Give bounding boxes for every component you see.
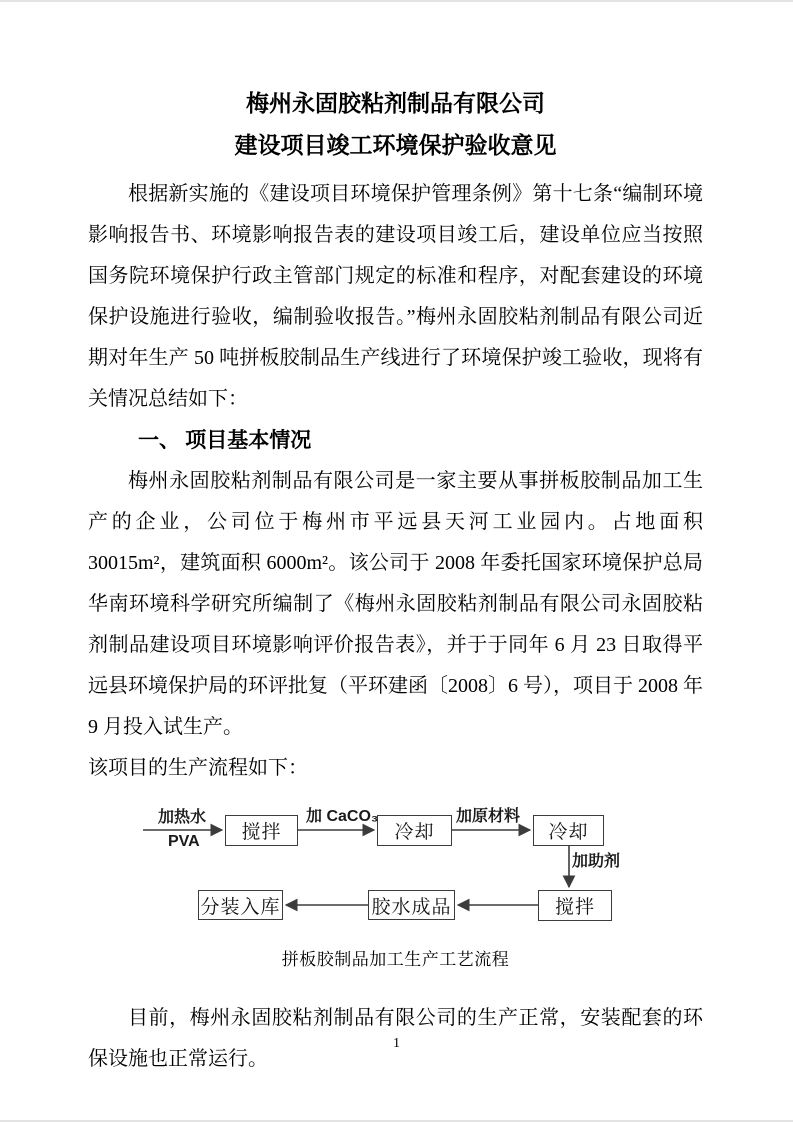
- flowchart-box-stir-2: 搅拌: [538, 890, 612, 921]
- document-title-company: 梅州永固胶粘剂制品有限公司: [246, 91, 545, 116]
- paragraph-intro: 根据新实施的《建设项目环境保护管理条例》第十七条“编制环境影响报告书、环境影响报告表的建设项目竣工后，建设单位应当按照国务院环境保护行政主管部门规定的标准和程序，对配套建设的环境保护设施进行验收，编制验收报告。”梅州永固胶粘剂制品有限公司近期对年生产 50 吨拼板胶制品生产线进行了环境保护竣工验收，现将有关情况总结如下：: [88, 183, 703, 410]
- paragraph-status: 目前，梅州永固胶粘剂制品有限公司的生产正常，安装配套的环保设施也正常运行。: [88, 1007, 703, 1070]
- flowchart-box-glue-finished-product: 胶水成品: [368, 890, 455, 920]
- paragraph-basic-info: 梅州永固胶粘剂制品有限公司是一家主要从事拼板胶制品加工生产的企业，公司位于梅州市平远县天河工业园内。占地面积 30015m²，建筑面积 6000m²。该公司于 2008 年委托国家环境保护总局华南环境科学研究所编制了《梅州永固胶粘剂制品有限公司永固胶粘剂制品建设项目环境影响评价报告表》，并于于同年 6 月 23 日取得平远县环境保护局的环评批复（平环建函〔2008〕6 号），项目于 2008 年 9 月投入试生产。: [88, 470, 703, 738]
- document-title-subject: 建设项目竣工环境保护验收意见: [234, 133, 557, 158]
- flowchart-box-cool-1: 冷却: [377, 815, 452, 846]
- paragraph-flow-intro: 该项目的生产流程如下：: [88, 757, 308, 779]
- process-flowchart: [88, 789, 703, 939]
- flowchart-label-add-raw-material: 加原材料: [456, 808, 521, 825]
- page-number: 1: [393, 1036, 400, 1051]
- flowchart-label-add-caco3: 加 CaCO₃: [306, 808, 379, 825]
- flowchart-box-cool-2: 冷却: [533, 815, 604, 846]
- flowchart-label-add-hot-water: 加热水: [158, 809, 207, 826]
- document-content: [0, 2, 793, 1080]
- section-heading-1: 一、 项目基本情况: [138, 428, 312, 452]
- flowchart-box-pack-in-storage: 分装入库: [198, 890, 283, 920]
- flowchart-box-stir-1: 搅拌: [225, 815, 298, 846]
- flowchart-label-add-auxiliary: 加助剂: [572, 853, 621, 870]
- flowchart-label-pva: PVA: [168, 833, 200, 850]
- flowchart-caption: 拼板胶制品加工生产工艺流程: [281, 950, 510, 969]
